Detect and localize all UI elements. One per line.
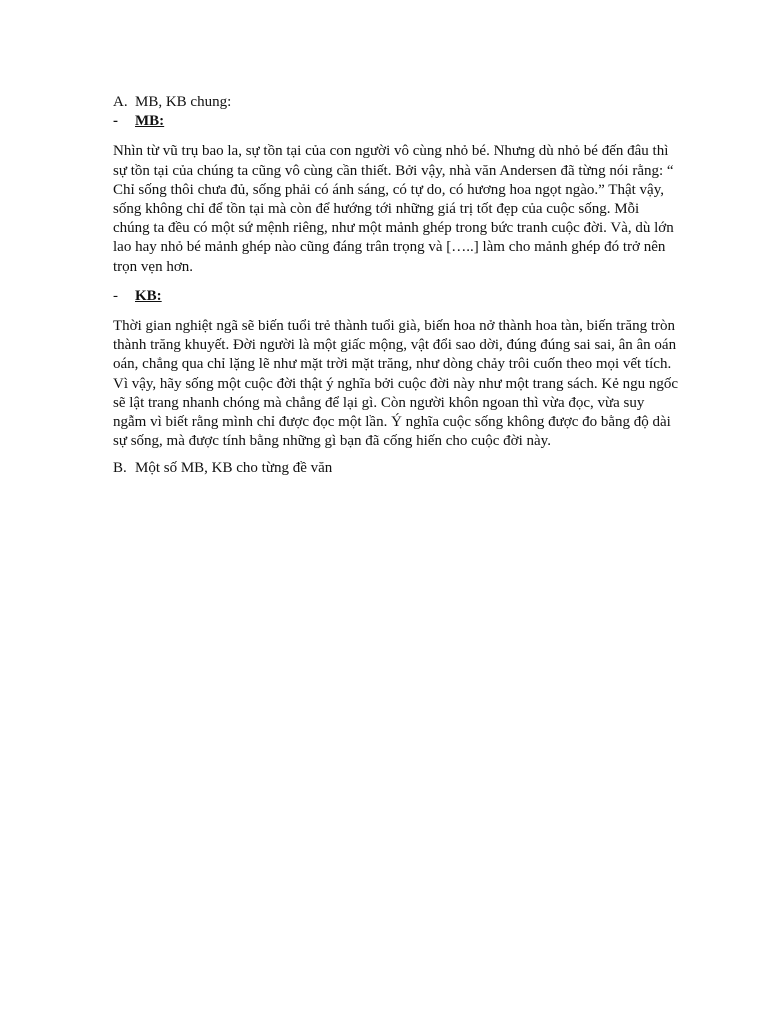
section-a-title: MB, KB chung: [135,94,232,110]
section-a-marker: A. [113,94,128,110]
mb-dash: - [113,113,118,130]
kb-label: KB: [135,287,162,304]
section-a-heading [113,93,679,112]
kb-paragraph: Thời gian nghiệt ngã sẽ biến tuổi trẻ thành tuổi già, biến hoa nở thành hoa tàn, biến trăng tròn thành trăng khuyết. Đời người là một giấc mộng, vật đổi sao dời, đúng đúng sai sai, ân ân oán oán, chẳng qua chỉ lặng lẽ như mặt trời mặt trăng, như dòng chảy trôi cuốn theo mọi vết tích. Vì vậy, hãy sống một cuộc đời thật ý nghĩa bởi cuộc đời này như một trang sách. Kẻ ngu ngốc sẽ lật trang nhanh chóng mà chẳng để lại gì. Còn người khôn ngoan thì vừa đọc, vừa suy ngẫm vì biết rằng mình chỉ được đọc một lần. Ý nghĩa cuộc sống không được đo bằng độ dài sự sống, mà được tính bằng những gì bạn đã cống hiến cho cuộc đời này. [113,317,679,450]
mb-paragraph: Nhìn từ vũ trụ bao la, sự tồn tại của con người vô cùng nhỏ bé. Nhưng dù nhỏ bé đến đâu thì sự tồn tại của chúng ta cũng vô cùng cần thiết. Bởi vậy, nhà văn Andersen đã từng nói rằng: “ Chỉ sống thôi chưa đủ, sống phải có ánh sáng, có tự do, có hương hoa ngọt ngào.” Thật vậy, sống không chỉ để tồn tại mà còn để hướng tới những giá trị tốt đẹp của cuộc sống. Mỗi chúng ta đều có một sứ mệnh riêng, như một mảnh ghép trong bức tranh cuộc đời. Và, dù lớn lao hay nhỏ bé mảnh ghép nào cũng đáng trân trọng và […..] làm cho mảnh ghép đó trở nên trọn vẹn hơn. [113,143,674,275]
mb-label: MB: [135,113,165,130]
mb-heading [113,112,679,131]
section-b-marker: B. [113,460,127,477]
section-b-title: Một số MB, KB cho từng đề văn [135,460,333,477]
section-b-heading [113,459,679,478]
kb-dash: - [113,287,118,304]
document-page [113,93,679,479]
kb-heading [113,287,679,306]
